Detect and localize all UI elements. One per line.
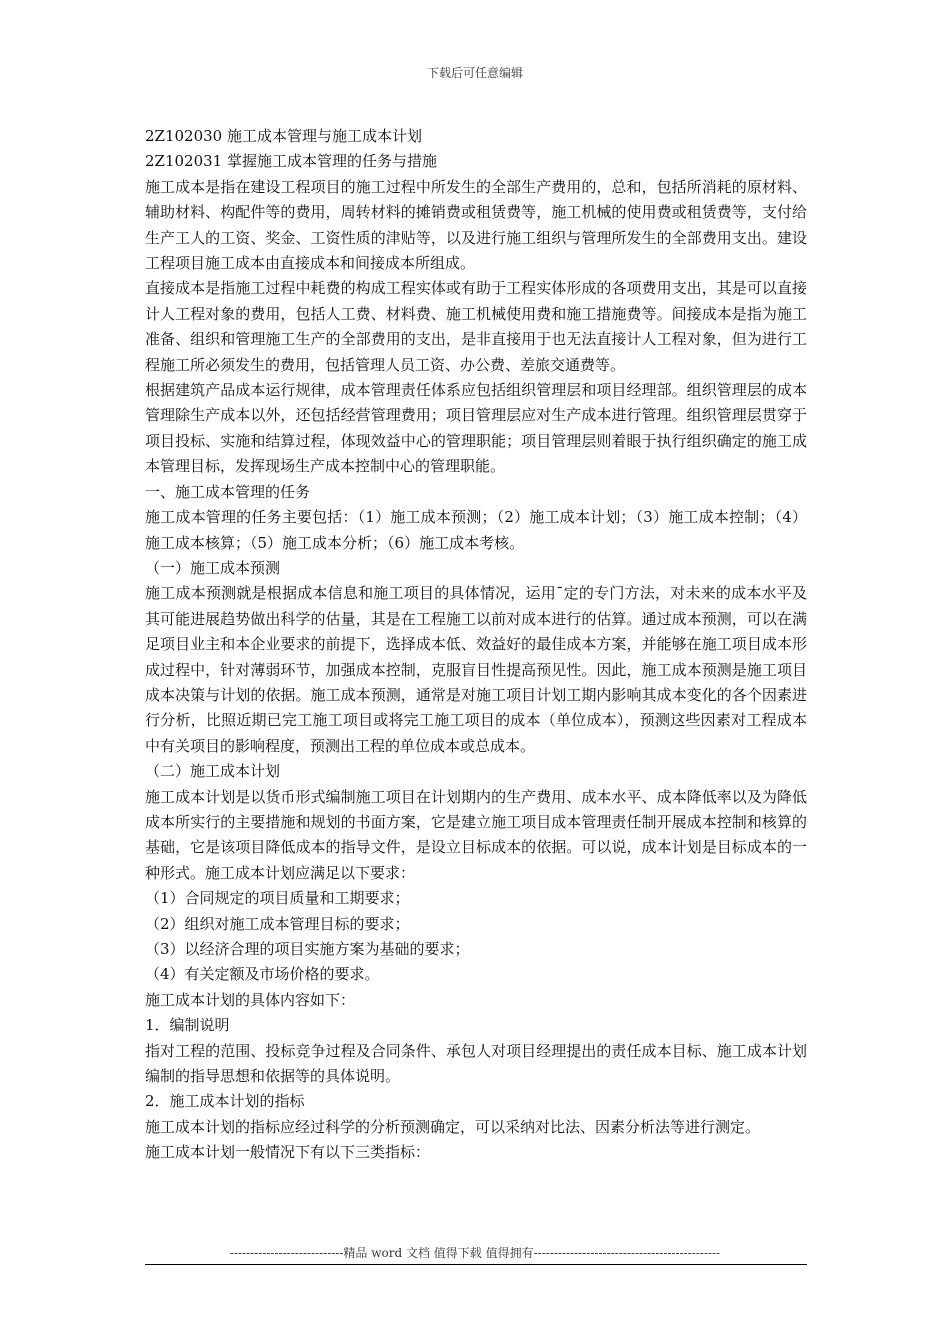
heading: （二）施工成本计划 bbox=[145, 762, 281, 781]
document-body bbox=[145, 124, 807, 1166]
paragraph: 施工成本计划是以货币形式编制施工项目在计划期内的生产费用、成本水平、成本降低率以及为降低成本所实行的主要措施和规划的书面方案，它是建立施工项目成本管理责任制开展成本控制和核算的基础，它是该项目降低成本的指导文件，是设立目标成本的依据。可以说，成本计划是目标成本的一种形式。施工成本计划应满足以下要求： bbox=[145, 787, 807, 882]
heading: 一、施工成本管理的任务 bbox=[145, 482, 311, 501]
paragraph: 施工成本计划的具体内容如下： bbox=[145, 990, 356, 1009]
list-item: （1）合同规定的项目质量和工期要求； bbox=[145, 889, 410, 908]
page-header: 下载后可任意编辑 bbox=[426, 66, 523, 80]
list-item: （3）以经济合理的项目实施方案为基础的要求； bbox=[145, 940, 470, 958]
paragraph: 施工成本预测就是根据成本信息和施工项目的具体情况，运用ˉ定的专门方法，对未来的成本水平及其可能进展趋势做出科学的估量，其是在工程施工以前对成本进行的估算。通过成本预测，可以在满足项目业主和本企业要求的前提下，选择成本低、效益好的最佳成本方案，并能够在施工项目成本形成过程中，针对薄弱环节，加强成本控制，克服盲目性提高预见性。因此，施工成本预测是施工项目成本决策与计划的依据。施工成本预测，通常是对施工项目计划工期内影响其成本变化的各个因素进行分析，比照近期已完工施工项目或将完工施工项目的成本（单位成本），预测这些因素对工程成本中有关项目的影响程度，预测出工程的单位成本或总成本。 bbox=[145, 584, 807, 755]
paragraph: 施工成本是指在建设工程项目的施工过程中所发生的全部生产费用的，总和，包括所消耗的原材料、辅助材料、构配件等的费用，周转材料的摊销费或租赁费等，施工机械的使用费或租赁费等，支付给生产工人的工资、奖金、工资性质的津贴等，以及进行施工组织与管理所发生的全部费用支出。建设工程项目施工成本由直接成本和间接成本所组成。 bbox=[145, 177, 807, 273]
list-item: （4）有关定额及市场价格的要求。 bbox=[145, 965, 380, 984]
heading: 1．编制说明 bbox=[145, 1016, 230, 1035]
heading: 2．施工成本计划的指标 bbox=[145, 1092, 305, 1111]
subsection-title: 2Z102031 掌握施工成本管理的任务与措施 bbox=[145, 152, 437, 171]
paragraph: 施工成本计划的指标应经过科学的分析预测确定，可以采纳对比法、因素分析法等进行测定。 bbox=[145, 1117, 761, 1136]
paragraph: 施工成本管理的任务主要包括：（1）施工成本预测；（2）施工成本计划；（3）施工成本控制；（4）施工成本核算；（5）施工成本分析；（6）施工成本考核。 bbox=[145, 508, 807, 552]
page-footer: ----------------------------精品 word 文档 值得下载 值得拥有---------------------------------------------- bbox=[229, 1246, 721, 1260]
footer-divider bbox=[145, 1264, 807, 1265]
list-item: （2）组织对施工成本管理目标的要求； bbox=[145, 914, 410, 933]
paragraph: 指对工程的范围、投标竞争过程及合同条件、承包人对项目经理提出的责任成本目标、施工成本计划编制的指导思想和依据等的具体说明。 bbox=[145, 1041, 807, 1086]
section-title: 2Z102030 施工成本管理与施工成本计划 bbox=[145, 127, 422, 145]
heading: （一）施工成本预测 bbox=[145, 558, 281, 577]
paragraph: 根据建筑产品成本运行规律，成本管理责任体系应包括组织管理层和项目经理部。组织管理层的成本管理除生产成本以外，还包括经营管理费用；项目管理层应对生产成本进行管理。组织管理层贯穿于项目投标、实施和结算过程，体现效益中心的管理职能；项目管理层则着眼于执行组织确定的施工成本管理目标，发挥现场生产成本控制中心的管理职能。 bbox=[145, 381, 807, 476]
paragraph: 施工成本计划一般情况下有以下三类指标： bbox=[145, 1143, 431, 1162]
paragraph: 直接成本是指施工过程中耗费的构成工程实体或有助于工程实体形成的各项费用支出，其是可以直接计人工程对象的费用，包括人工费、材料费、施工机械使用费和施工措施费等。间接成本是指为施工准备、组织和管理施工生产的全部费用的支出，是非直接用于也无法直接计人工程对象，但为进行工程施工所必须发生的费用，包括管理人员工资、办公费、差旅交通费等。 bbox=[145, 279, 807, 374]
